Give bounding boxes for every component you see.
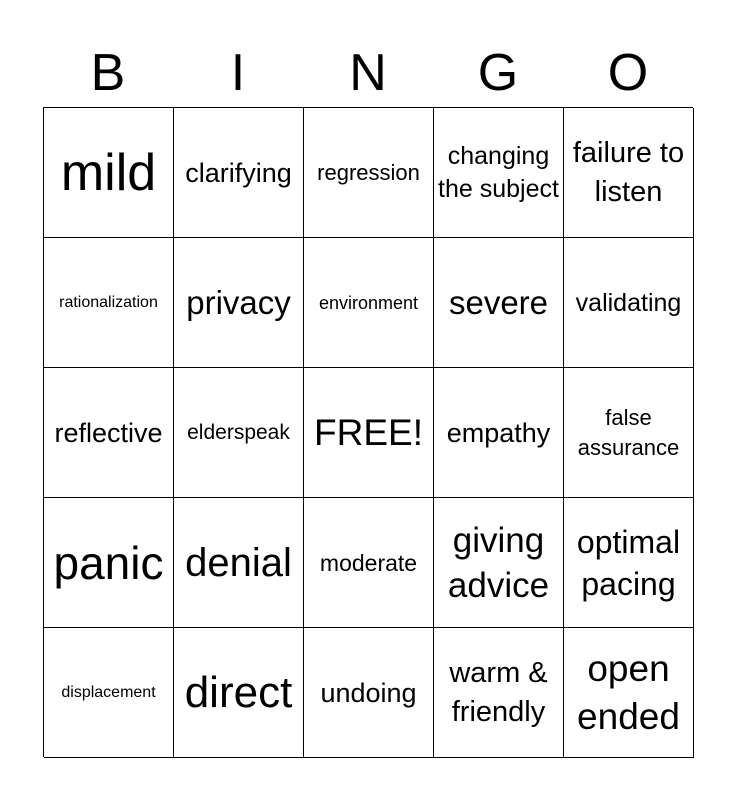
bingo-header bbox=[43, 40, 693, 106]
bingo-cell[interactable] bbox=[174, 238, 304, 368]
cell-label: clarifying bbox=[185, 157, 292, 188]
cell-label: environment bbox=[318, 292, 419, 313]
bingo-cell[interactable] bbox=[434, 368, 564, 498]
cell-label: warm & friendly bbox=[449, 656, 548, 728]
bingo-cell[interactable] bbox=[174, 498, 304, 628]
cell-label: open ended bbox=[577, 647, 680, 737]
free-space-cell[interactable] bbox=[304, 368, 434, 498]
header-letter-i: I bbox=[230, 44, 246, 102]
cell-label: false assurance bbox=[577, 404, 680, 460]
cell-label: severe bbox=[448, 283, 549, 321]
cell-label: undoing bbox=[320, 677, 417, 708]
bingo-cell[interactable] bbox=[174, 628, 304, 758]
bingo-cell[interactable] bbox=[44, 498, 174, 628]
bingo-cell[interactable] bbox=[304, 498, 434, 628]
cell-label: optimal pacing bbox=[576, 523, 681, 602]
bingo-cell[interactable] bbox=[434, 238, 564, 368]
cell-label: moderate bbox=[319, 549, 418, 576]
bingo-cell[interactable] bbox=[434, 108, 564, 238]
cell-label: panic bbox=[53, 536, 164, 589]
header-letter-n: N bbox=[349, 44, 387, 102]
cell-label: displacement bbox=[61, 683, 156, 701]
cell-label: reflective bbox=[54, 417, 163, 448]
cell-label: regression bbox=[317, 159, 420, 185]
cell-label: validating bbox=[575, 288, 682, 317]
cell-label: failure to listen bbox=[572, 136, 685, 208]
cell-label: empathy bbox=[446, 417, 551, 448]
bingo-cell[interactable] bbox=[564, 628, 694, 758]
bingo-cell[interactable] bbox=[44, 628, 174, 758]
bingo-cell[interactable] bbox=[44, 108, 174, 238]
bingo-cell[interactable] bbox=[434, 498, 564, 628]
bingo-cell[interactable] bbox=[564, 108, 694, 238]
bingo-cell[interactable] bbox=[304, 108, 434, 238]
cell-label: denial bbox=[185, 540, 292, 585]
bingo-cell[interactable] bbox=[174, 368, 304, 498]
bingo-cell[interactable] bbox=[434, 628, 564, 758]
bingo-cell[interactable] bbox=[304, 628, 434, 758]
bingo-cell[interactable] bbox=[564, 498, 694, 628]
header-letter-b: B bbox=[90, 44, 126, 102]
free-space-label: FREE! bbox=[314, 411, 423, 453]
cell-label: giving advice bbox=[447, 520, 550, 605]
bingo-cell[interactable] bbox=[564, 368, 694, 498]
bingo-cell[interactable] bbox=[44, 368, 174, 498]
cell-label: rationalization bbox=[59, 293, 158, 311]
header-letter-g: G bbox=[477, 44, 519, 102]
cell-label: elderspeak bbox=[187, 420, 290, 444]
cell-label: privacy bbox=[186, 283, 291, 321]
bingo-cell[interactable] bbox=[304, 238, 434, 368]
cell-label: mild bbox=[60, 143, 157, 202]
header-letter-o: O bbox=[607, 44, 649, 102]
cell-label: changing the subject bbox=[438, 141, 559, 203]
cell-label: direct bbox=[184, 667, 293, 717]
bingo-cell[interactable] bbox=[564, 238, 694, 368]
bingo-cell[interactable] bbox=[44, 238, 174, 368]
bingo-cell[interactable] bbox=[174, 108, 304, 238]
bingo-board bbox=[43, 107, 693, 757]
